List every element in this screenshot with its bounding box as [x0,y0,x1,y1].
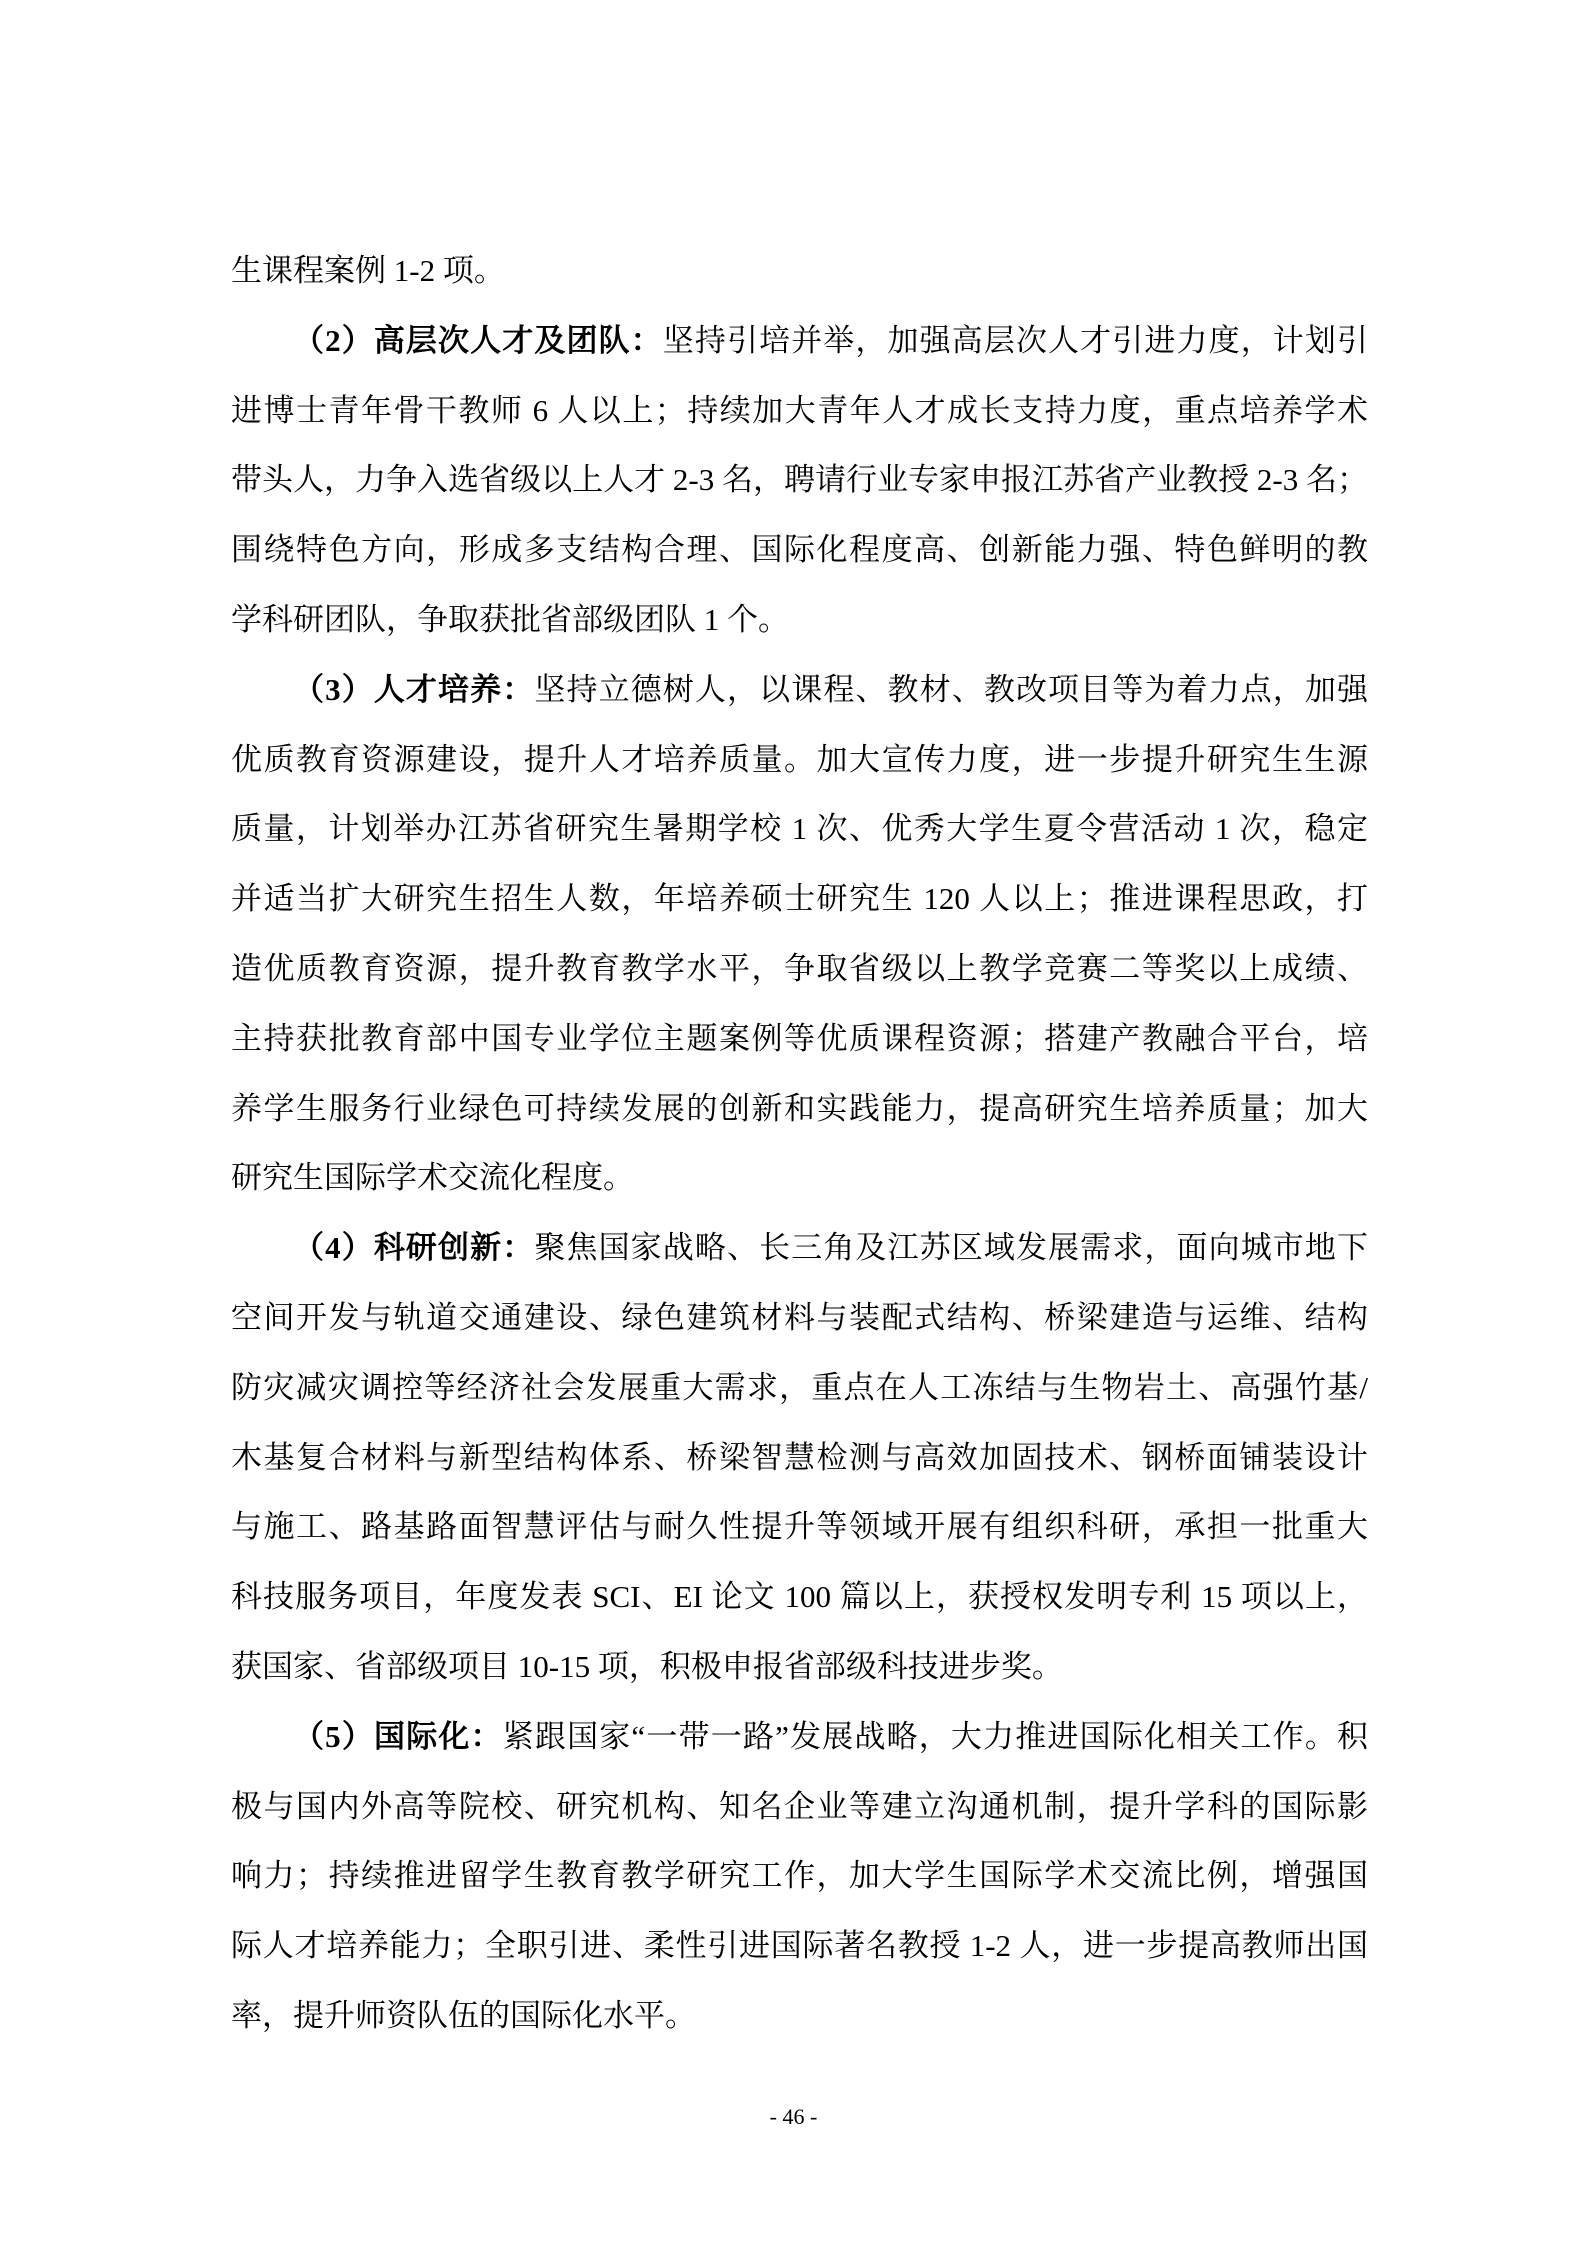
text-line [231,306,1368,376]
paragraph-label: （5）国际化： [293,1718,503,1754]
paragraph-label: （4）科研创新： [293,1230,535,1266]
page-number: - 46 - [769,2104,818,2129]
text-line: 际人才培养能力；全职引进、柔性引进国际著名教授 1-2 人，进一步提高教师出国 [231,1928,1368,1964]
text-line: 主持获批教育部中国专业学位主题案例等优质课程资源；搭建产教融合平台，培 [231,1020,1368,1056]
paragraph [231,306,1368,655]
text-line: 带头人，力争入选省级以上人才 2-3 名，聘请行业专家申报江苏省产业教授 2-3 名； [231,462,1368,498]
paragraph [231,1213,1368,1702]
text-line: 极与国内外高等院校、研究机构、知名企业等建立沟通机制，提升学科的国际影 [231,1788,1368,1824]
paragraph [231,1702,1368,2051]
text-line: 研究生国际学术交流化程度。 [231,1160,634,1196]
text-line: 空间开发与轨道交通建设、绿色建筑材料与装配式结构、桥梁建造与运维、结构 [231,1299,1368,1335]
text-line: 木基复合材料与新型结构体系、桥梁智慧检测与高效加固技术、钢桥面铺装设计 [231,1439,1368,1475]
line-text: 紧跟国家“一带一路”发展战略，大力推进国际化相关工作。积 [502,1718,1368,1754]
text-line [231,655,1368,725]
paragraph-label: （3）人才培养： [293,671,535,707]
document-body [231,236,1368,2051]
text-line: 质量，计划举办江苏省研究生暑期学校 1 次、优秀大学生夏令营活动 1 次，稳定 [231,811,1368,847]
line-text: 聚焦国家战略、长三角及江苏区域发展需求，面向城市地下 [534,1230,1368,1266]
line-text: 坚持引培并举，加强高层次人才引进力度，计划引 [662,322,1368,358]
text-line [231,1213,1368,1283]
text-line: 并适当扩大研究生招生人数，年培养硕士研究生 120 人以上；推进课程思政，打 [231,881,1368,917]
text-line [231,1702,1368,1772]
text-line: 优质教育资源建设，提升人才培养质量。加大宣传力度，进一步提升研究生生源 [231,741,1368,777]
text-line: 与施工、路基路面智慧评估与耐久性提升等领域开展有组织科研，承担一批重大 [231,1509,1368,1545]
text-line: 养学生服务行业绿色可持续发展的创新和实践能力，提高研究生培养质量；加大 [231,1090,1368,1126]
text-line: 响力；持续推进留学生教育教学研究工作，加大学生国际学术交流比例，增强国 [231,1858,1368,1894]
text-line: 造优质教育资源，提升教育教学水平，争取省级以上教学竞赛二等奖以上成绩、 [231,950,1368,986]
text-line: 进博士青年骨干教师 6 人以上；持续加大青年人才成长支持力度，重点培养学术 [231,392,1368,428]
text-line: 围绕特色方向，形成多支结构合理、国际化程度高、创新能力强、特色鲜明的教 [231,532,1368,568]
text-line: 防灾减灾调控等经济社会发展重大需求，重点在人工冻结与生物岩土、高强竹基/ [231,1369,1368,1405]
line-text: 坚持立德树人，以课程、教材、教改项目等为着力点，加强 [534,671,1368,707]
text-line: 率，提升师资队伍的国际化水平。 [231,1997,696,2033]
text-line: 获国家、省部级项目 10-15 项，积极申报省部级科技进步奖。 [231,1648,1063,1684]
paragraph-label: （2）高层次人才及团队： [293,322,663,358]
text-line: 学科研团队，争取获批省部级团队 1 个。 [231,601,789,637]
paragraph [231,655,1368,1213]
text-line: 生课程案例 1-2 项。 [231,253,505,288]
paragraph [231,236,1368,306]
text-line: 科技服务项目，年度发表 SCI、EI 论文 100 篇以上，获授权发明专利 15 项以上， [231,1579,1368,1615]
